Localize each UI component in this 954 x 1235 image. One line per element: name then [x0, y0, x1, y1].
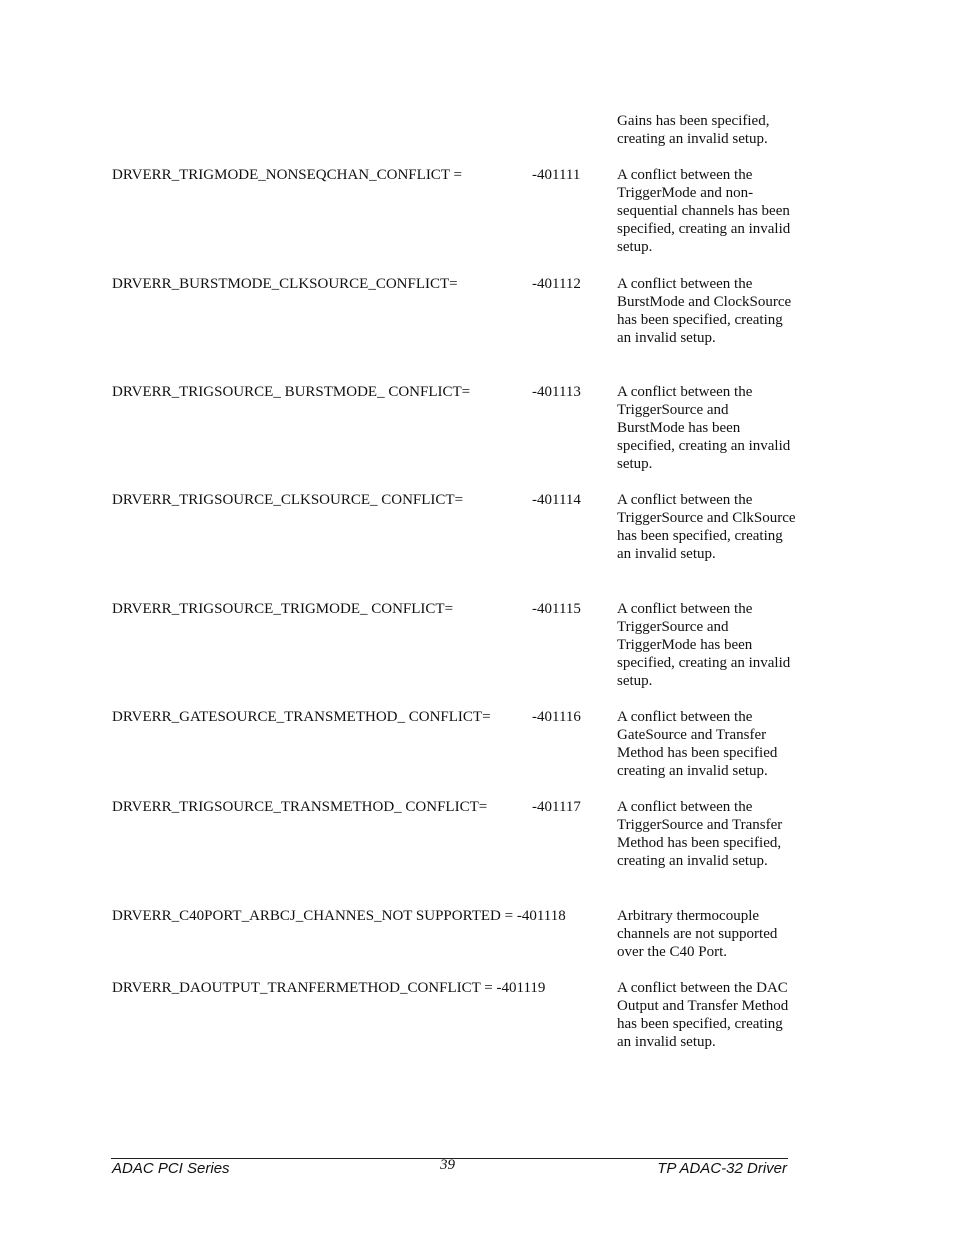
footer-left-text: ADAC PCI Series — [112, 1160, 230, 1177]
error-description: A conflict between the DAC Output and Transfer Method has been specified, creating an invalid setup. — [617, 980, 789, 1050]
error-code: -401115 — [532, 601, 581, 617]
error-code: -401116 — [532, 709, 581, 725]
error-description: Arbitrary thermocouple channels are not supported over the C40 Port. — [617, 908, 778, 960]
error-code: -401111 — [532, 167, 581, 183]
error-description: A conflict between the TriggerSource and Transfer Method has been specified, creating an invalid setup. — [617, 799, 783, 869]
error-name: DRVERR_GATESOURCE_TRANSMETHOD_ CONFLICT= — [112, 709, 491, 725]
footer-right-text: TP ADAC-32 Driver — [657, 1160, 787, 1177]
error-name: DRVERR_TRIGMODE_NONSEQCHAN_CONFLICT = — [112, 167, 462, 183]
error-code: -401114 — [532, 492, 581, 508]
page-number: 39 — [440, 1157, 455, 1173]
error-name: DRVERR_TRIGSOURCE_TRANSMETHOD_ CONFLICT= — [112, 799, 488, 815]
error-name: DRVERR_C40PORT_ARBCJ_CHANNES_NOT SUPPORTED = -401118 — [112, 908, 566, 924]
error-description: A conflict between the TriggerSource and BurstMode has been specified, creating an invalid setup. — [617, 384, 791, 472]
error-description: A conflict between the TriggerMode and non-sequential channels has been specified, creating an invalid setup. — [617, 167, 791, 255]
error-name: DRVERR_TRIGSOURCE_CLKSOURCE_ CONFLICT= — [112, 492, 464, 508]
error-description: A conflict between the GateSource and Transfer Method has been specified creating an invalid setup. — [617, 709, 778, 779]
intro-description: Gains has been specified, creating an invalid setup. — [617, 113, 770, 147]
error-description: A conflict between the TriggerSource and ClkSource has been specified, creating an invalid setup. — [617, 492, 796, 562]
error-description: A conflict between the TriggerSource and TriggerMode has been specified, creating an invalid setup. — [617, 601, 791, 689]
error-code: -401113 — [532, 384, 581, 400]
error-name: DRVERR_BURSTMODE_CLKSOURCE_CONFLICT= — [112, 276, 458, 292]
error-name: DRVERR_DAOUTPUT_TRANFERMETHOD_CONFLICT = -401119 — [112, 980, 546, 996]
error-code: -401117 — [532, 799, 581, 815]
error-name: DRVERR_TRIGSOURCE_ BURSTMODE_ CONFLICT= — [112, 384, 471, 400]
error-name: DRVERR_TRIGSOURCE_TRIGMODE_ CONFLICT= — [112, 601, 454, 617]
error-code: -401112 — [532, 276, 581, 292]
error-description: A conflict between the BurstMode and ClockSource has been specified, creating an invalid setup. — [617, 276, 792, 346]
